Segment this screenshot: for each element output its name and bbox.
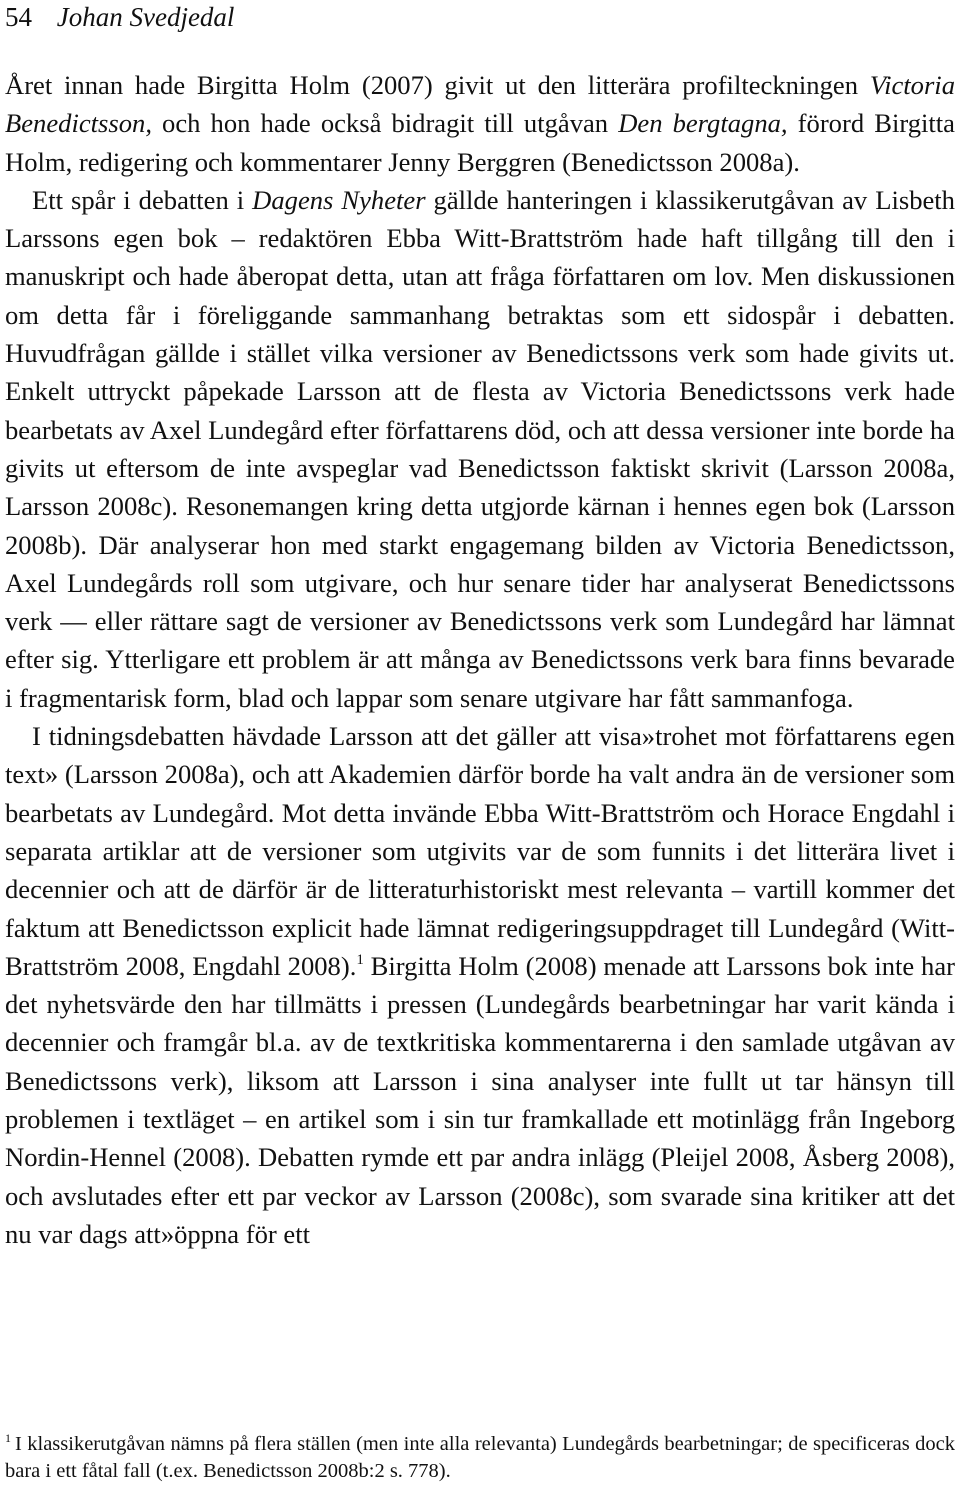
paragraph bbox=[5, 181, 955, 717]
footnote-text: I klassikerutgåvan nämns på flera ställen (men inte alla relevanta) Lundegårds bearbetningar; de specificeras dock bara i ett fåtal fall (t.ex. Benedictsson 2008b:2 s. 778). bbox=[5, 1433, 955, 1482]
body-text bbox=[5, 66, 955, 1253]
paragraph-text: och hon hade också bidragit till utgåvan bbox=[151, 108, 619, 139]
footnote-marker: 1 bbox=[5, 1431, 11, 1445]
paragraph-text: Året innan hade Birgitta Holm (2007) givit ut den litterära profilteckningen bbox=[5, 70, 870, 100]
italic-title: Den bergtagna, bbox=[618, 108, 788, 139]
paragraph-text: förord Birgitta Holm, redigering och kommentarer Jenny Berggren (Benedictsson 2008a). bbox=[5, 108, 955, 177]
paragraph-text: Ett spår i debatten i bbox=[32, 184, 253, 215]
italic-title: Victoria Benedictsson, bbox=[5, 70, 955, 139]
paragraph bbox=[5, 66, 955, 181]
running-head bbox=[5, 0, 234, 34]
paragraph-text: Birgitta Holm (2008) menade att Larssons bok inte har det nyhetsvärde den har tillmätts i pressen (Lundegårds bearbetningar har varit kända i decennier och framgår bl.a. av de textkritiska kommentarerna i den samlade utgåvan av Benedictssons verk), liksom att Larsson i sina analyser inte fullt ut tar hänsyn till problemen i textläget – en artikel som i sin tur framkallade ett motinlägg från Ingeborg Nordin-Hennel (2008). Debatten rymde ett par andra inlägg (Pleijel 2008, Åsberg 2008), och avslutades efter ett par veckor av Larsson (2008c), som svarade sina kritiker att det nu var dags att»öppna för ett bbox=[5, 950, 955, 1249]
paragraph bbox=[5, 717, 955, 1253]
footnote bbox=[5, 1431, 955, 1485]
footnote-reference: 1 bbox=[356, 951, 364, 968]
italic-title: Dagens Nyheter bbox=[252, 184, 426, 215]
paragraph-text: gällde hanteringen i klassikerutgåvan av Lisbeth Larssons egen bok – redaktören Ebba Witt-Brattström hade haft tillgång till den i manuskript och hade åberopat detta, utan att fråga författaren om lov. Men diskussionen om detta får i föreliggande sammanhang betraktas som ett sidospår i debatten. Huvudfrågan gällde i stället vilka versioner av Benedictssons verk som hade givits ut. Enkelt uttryckt påpekade Larsson att de flesta av Victoria Benedictssons verk hade bearbetats av Axel Lundegård efter författarens död, och att dessa versioner inte borde ha givits ut eftersom de inte avspeglar vad Benedictsson faktiskt skrivit (Larsson 2008a, Larsson 2008c). Resonemangen kring detta utgjorde kärnan i hennes egen bok (Larsson 2008b). Där analyserar hon med starkt engagemang bilden av Victoria Benedictsson, Axel Lundegårds roll som utgivare, och hur senare tider har analyserat Benedictssons verk — eller rättare sagt de versioner av Benedictssons verk som Lundegård har lämnat efter sig. Ytterligare ett problem är att många av Benedictssons verk bara finns bevarade i fragmentarisk form, blad och lappar som senare utgivare har fått sammanfoga. bbox=[5, 184, 955, 713]
paragraph-text: I tidningsdebatten hävdade Larsson att det gäller att visa»trohet mot författarens egen text» (Larsson 2008a), och att Akademien därför borde ha valt andra än de versioner som bearbetats av Lundegård. Mot detta invände Ebba Witt-Brattström och Horace Engdahl i separata artiklar att de versioner som utgivits var de som funnits i det litterära livet i decennier och att de därför är de litteraturhistoriskt mest relevanta – vartill kommer det faktum att Benedictsson explicit hade lämnat redigeringsuppdraget till Lundegård (Witt-Brattström 2008, Engdahl 2008). bbox=[5, 721, 955, 981]
running-head-author: Johan Svedjedal bbox=[56, 2, 235, 32]
page-number: 54 bbox=[5, 2, 32, 32]
